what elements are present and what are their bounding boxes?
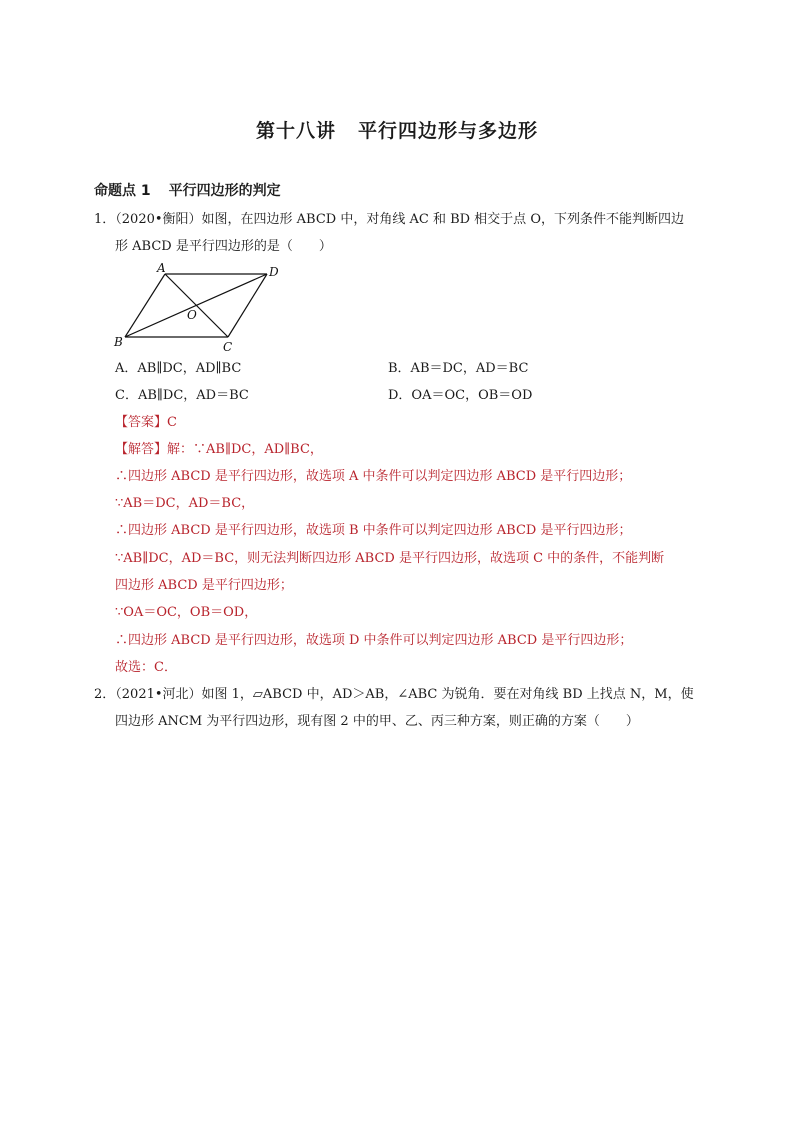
solution-line-5: ∵AB∥DC，AD＝BC，则无法判断四边形 ABCD 是平行四边形，故选项 C 中的条件，不能判断: [115, 551, 665, 566]
solution-line-3: ∵AB＝DC，AD＝BC，: [115, 496, 255, 511]
title-lecture: 第十八讲: [255, 120, 336, 142]
solution-text: 解：∵AB∥DC，AD∥BC，: [167, 442, 323, 457]
option-d: D．OA＝OC，OB＝OD: [388, 388, 533, 403]
section-number: 命题点 1: [94, 183, 151, 199]
q2-stem-line1: 2．（2021•河北）如图 1，▱ABCD 中，AD＞AB，∠ABC 为锐角．要在对角线 BD 上找点 N，M，使: [94, 687, 694, 702]
q2-stem-line2: 四边形 ANCM 为平行四边形，现有图 2 中的甲、乙、丙三种方案，则正确的方案（ ）: [115, 714, 639, 729]
solution-line-1: [115, 441, 323, 459]
solution-line-9: 故选：C．: [115, 660, 177, 675]
label-c: C: [223, 340, 233, 354]
answer-line: [115, 414, 177, 432]
option-a: A．AB∥DC，AD∥BC: [115, 361, 242, 376]
edge-dc: [228, 274, 267, 337]
solution-line-6: 四边形 ABCD 是平行四边形；: [115, 578, 293, 593]
option-b: B．AB＝DC，AD＝BC: [388, 361, 529, 376]
label-d: D: [269, 265, 279, 279]
answer-tag: 【答案】: [115, 415, 168, 430]
page-title: [0, 116, 794, 143]
q1-stem-line1: 1．（2020•衡阳）如图，在四边形 ABCD 中，对角线 AC 和 BD 相交于点 O，下列条件不能判断四边: [94, 212, 684, 227]
parallelogram-figure: [110, 262, 310, 354]
solution-line-8: ∴四边形 ABCD 是平行四边形，故选项 D 中条件可以判定四边形 ABCD 是平行四边形；: [115, 633, 633, 648]
option-c: C．AB∥DC，AD＝BC: [115, 388, 249, 403]
solution-tag: 【解答】: [115, 442, 168, 457]
section-heading: [94, 180, 281, 200]
diagonal-bd: [125, 274, 267, 337]
label-b: B: [114, 335, 123, 349]
solution-line-2: ∴四边形 ABCD 是平行四边形，故选项 A 中条件可以判定四边形 ABCD 是平行四边形；: [115, 469, 632, 484]
q1-stem-line2: 形 ABCD 是平行四边形的是（ ）: [115, 239, 332, 254]
title-topic: 平行四边形与多边形: [358, 120, 539, 142]
answer-value: C: [167, 415, 177, 430]
solution-line-7: ∵OA＝OC，OB＝OD，: [115, 605, 258, 620]
solution-line-4: ∴四边形 ABCD 是平行四边形，故选项 B 中条件可以判定四边形 ABCD 是平行四边形；: [115, 523, 632, 538]
label-o: O: [187, 308, 197, 322]
label-a: A: [157, 262, 166, 275]
section-label: 平行四边形的判定: [168, 183, 281, 199]
